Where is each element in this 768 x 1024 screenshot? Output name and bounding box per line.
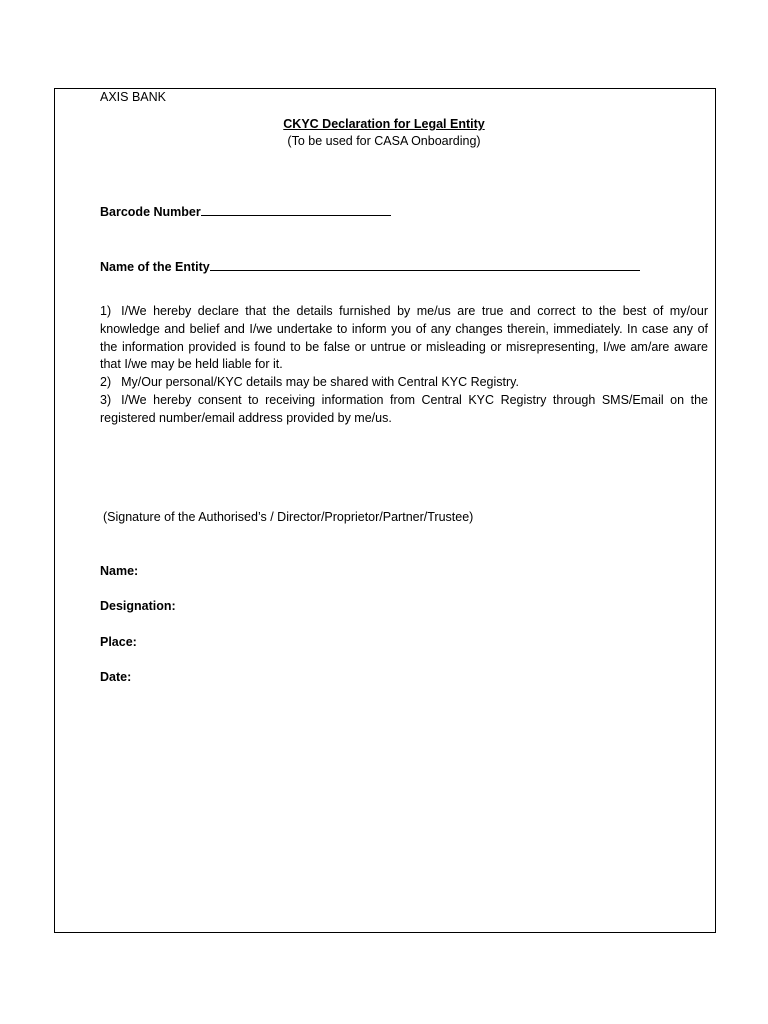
document-subtitle: (To be used for CASA Onboarding): [287, 134, 481, 148]
barcode-label: Barcode Number: [100, 205, 201, 219]
barcode-blank-line: [201, 203, 391, 216]
entity-name-label: Name of the Entity: [100, 260, 210, 274]
declaration-number: 1): [100, 304, 112, 318]
signatory-date-label: Date:: [100, 670, 132, 684]
signatory-name-label: Name:: [100, 564, 139, 578]
declarations: [100, 303, 708, 428]
document-title: CKYC Declaration for Legal Entity: [283, 117, 485, 131]
signatory-place-label: Place:: [100, 635, 137, 649]
declaration-text: I/We hereby declare that the details furnished by me/us are true and correct to the best of my/our knowledge and belief and I/we undertake to inform you of any changes therein, immediately. In case any of the information provided is found to be false or untrue or misleading or misrepresenting, I/we am/are aware that I/we may be held liable for it.: [100, 304, 708, 372]
declaration-text: I/We hereby consent to receiving information from Central KYC Registry through SMS/Email on the registered number/email address provided by me/us.: [100, 392, 708, 425]
signatory-designation-label: Designation:: [100, 599, 176, 613]
declaration-number: 2): [100, 375, 112, 390]
declaration-item: [100, 303, 708, 374]
declaration-text: My/Our personal/KYC details may be shared with Central KYC Registry.: [121, 375, 519, 390]
bank-name: AXIS BANK: [100, 90, 166, 104]
declaration-number: 3): [100, 392, 112, 407]
declaration-item: [100, 374, 708, 392]
declaration-item: [100, 392, 708, 428]
entity-name-field: [100, 258, 640, 275]
barcode-field: [100, 203, 391, 220]
entity-name-blank-line: [210, 258, 640, 271]
signature-caption: (Signature of the Authorised’s / Director/Proprietor/Partner/Trustee): [103, 510, 474, 524]
